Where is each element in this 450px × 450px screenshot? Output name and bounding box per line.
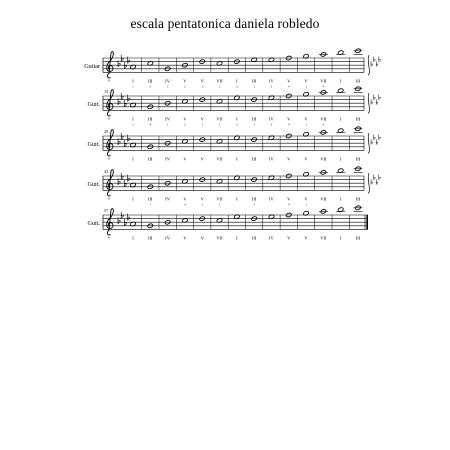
finger-number: 3 (270, 123, 273, 127)
flat-icon (118, 60, 120, 66)
courtesy-flat-icon (379, 57, 381, 62)
finger-number: 4 (288, 85, 290, 89)
position-numeral: V (200, 78, 204, 84)
position-numeral: VII (320, 196, 327, 202)
finger-number: 1 (149, 203, 152, 207)
courtesy-flat-icon (374, 95, 376, 100)
instrument-label: Guit. (87, 181, 100, 189)
position-numeral: V (304, 196, 308, 202)
courtesy-flat-icon (371, 179, 373, 184)
position-numeral: I (132, 235, 134, 241)
position-numeral: VII (216, 116, 223, 122)
clef-octave-mark: 8 (108, 78, 110, 83)
position-numeral: IV (269, 156, 274, 162)
position-numeral: III (148, 156, 153, 162)
instrument-label: Guit. (87, 141, 100, 149)
courtesy-flat-icon (376, 61, 378, 66)
position-numeral: IV (165, 156, 171, 162)
position-numeral: III (355, 116, 361, 122)
finger-number: 2 (184, 123, 186, 127)
position-numeral: III (251, 156, 257, 162)
position-numeral: V (183, 235, 187, 241)
courtesy-clef-icon (368, 133, 369, 153)
flat-icon (118, 138, 120, 145)
position-numeral: V (287, 116, 291, 122)
position-numeral: I (339, 156, 342, 162)
clef-octave-mark: 8 (108, 116, 110, 121)
position-numeral: III (148, 235, 153, 241)
courtesy-flat-icon (376, 99, 378, 104)
position-numeral: IV (165, 196, 171, 202)
finger-number: 4 (322, 85, 325, 89)
instrument-label: Guitar (84, 63, 100, 71)
position-numeral: I (132, 78, 134, 84)
position-numeral: VII (216, 156, 223, 162)
flat-icon (128, 95, 130, 102)
position-numeral: V (200, 156, 204, 162)
instrument-label: Guit. (87, 220, 100, 228)
position-numeral: VII (320, 235, 327, 241)
finger-number: 1 (253, 123, 255, 127)
position-numeral: V (304, 235, 308, 241)
finger-number: 2 (184, 85, 186, 89)
position-numeral: III (355, 78, 361, 84)
finger-number: 4 (149, 85, 152, 89)
position-numeral: VII (320, 78, 327, 84)
finger-number: 3 (253, 203, 255, 207)
position-numeral: I (236, 78, 238, 84)
position-numeral: V (200, 235, 204, 241)
position-numeral: III (148, 78, 153, 84)
measure-number: 43 (104, 169, 109, 174)
courtesy-flat-icon (371, 139, 373, 144)
finger-number: 3 (236, 123, 238, 127)
courtesy-flat-icon (374, 135, 376, 140)
finger-number: 1 (132, 85, 134, 89)
finger-number: 4 (288, 203, 290, 207)
final-barline-thick (366, 215, 368, 229)
courtesy-flat-icon (374, 57, 376, 62)
courtesy-flat-icon (371, 61, 373, 66)
position-numeral: IV (269, 235, 274, 241)
position-numeral: V (304, 156, 308, 162)
position-numeral: VII (320, 116, 327, 122)
position-numeral: V (183, 78, 187, 84)
courtesy-flat-icon (379, 135, 381, 140)
position-numeral: IV (269, 116, 274, 122)
position-numeral: I (132, 196, 134, 202)
page-title: escala pentatonica daniela robledo (130, 16, 320, 31)
position-numeral: I (339, 116, 342, 122)
position-numeral: III (355, 156, 361, 162)
position-numeral: I (236, 156, 238, 162)
position-numeral: I (236, 235, 238, 241)
measure-number: 57 (104, 208, 109, 213)
finger-number: 3 (201, 123, 203, 127)
position-numeral: I (339, 235, 342, 241)
finger-number: 3 (201, 85, 203, 89)
position-numeral: IV (269, 78, 274, 84)
position-numeral: VII (216, 235, 223, 241)
courtesy-clef-icon (368, 55, 369, 75)
position-numeral: VII (216, 78, 223, 84)
finger-number: 1 (166, 123, 169, 127)
flat-icon (128, 57, 130, 64)
finger-number: 1 (305, 85, 307, 89)
flat-icon (128, 175, 130, 182)
position-numeral: IV (165, 235, 171, 241)
position-numeral: III (251, 116, 257, 122)
position-numeral: VII (320, 156, 327, 162)
flat-icon (118, 178, 120, 185)
finger-number: 4 (184, 203, 186, 207)
position-numeral: V (287, 78, 291, 84)
courtesy-flat-icon (379, 95, 381, 100)
position-numeral: IV (269, 196, 274, 202)
position-numeral: III (251, 78, 257, 84)
position-numeral: III (148, 116, 153, 122)
instrument-label: Guit. (87, 101, 100, 109)
clef-octave-mark: 8 (108, 235, 110, 240)
position-numeral: V (183, 196, 187, 202)
position-numeral: VII (216, 196, 223, 202)
finger-number: 4 (322, 123, 325, 127)
finger-number: 2 (201, 203, 203, 207)
finger-number: 3 (236, 85, 238, 89)
position-numeral: I (132, 156, 134, 162)
clef-octave-mark: 8 (108, 196, 110, 201)
finger-number: 1 (218, 203, 221, 207)
position-numeral: V (183, 156, 187, 162)
finger-number: 1 (132, 123, 134, 127)
position-numeral: V (287, 235, 291, 241)
courtesy-flat-icon (374, 175, 376, 180)
position-numeral: I (339, 78, 342, 84)
position-numeral: III (251, 196, 257, 202)
position-numeral: I (132, 116, 134, 122)
finger-number: 1 (166, 85, 169, 89)
position-numeral: I (236, 196, 238, 202)
finger-number: 1 (218, 123, 221, 127)
position-numeral: III (148, 196, 153, 202)
position-numeral: IV (165, 116, 171, 122)
position-numeral: III (355, 235, 361, 241)
position-numeral: V (287, 156, 291, 162)
flat-icon (118, 98, 120, 105)
courtesy-flat-icon (376, 179, 378, 184)
courtesy-flat-icon (371, 99, 373, 104)
position-numeral: V (200, 196, 204, 202)
measure-number: 29 (104, 129, 109, 134)
courtesy-clef-icon (368, 93, 369, 113)
treble-clef-icon (107, 52, 114, 78)
courtesy-flat-icon (376, 139, 378, 144)
position-numeral: III (251, 235, 257, 241)
finger-number: 1 (305, 123, 307, 127)
flat-icon (128, 135, 130, 142)
finger-number: 4 (149, 123, 152, 127)
flat-icon (128, 214, 130, 221)
flat-icon (118, 217, 120, 224)
position-numeral: V (200, 116, 204, 122)
courtesy-clef-icon (368, 173, 369, 193)
measure-number: 15 (104, 89, 109, 94)
courtesy-flat-icon (379, 175, 381, 180)
position-numeral: V (287, 196, 291, 202)
finger-number: 3 (270, 85, 273, 89)
finger-number: 1 (218, 85, 221, 89)
clef-octave-mark: 8 (108, 156, 110, 161)
position-numeral: V (304, 78, 308, 84)
position-numeral: I (339, 196, 342, 202)
position-numeral: V (304, 116, 308, 122)
finger-number: 1 (253, 85, 255, 89)
position-numeral: III (355, 196, 361, 202)
position-numeral: V (183, 116, 187, 122)
position-numeral: I (236, 116, 238, 122)
position-numeral: IV (165, 78, 171, 84)
finger-number: 4 (288, 123, 290, 127)
finger-number: 1 (305, 203, 307, 207)
